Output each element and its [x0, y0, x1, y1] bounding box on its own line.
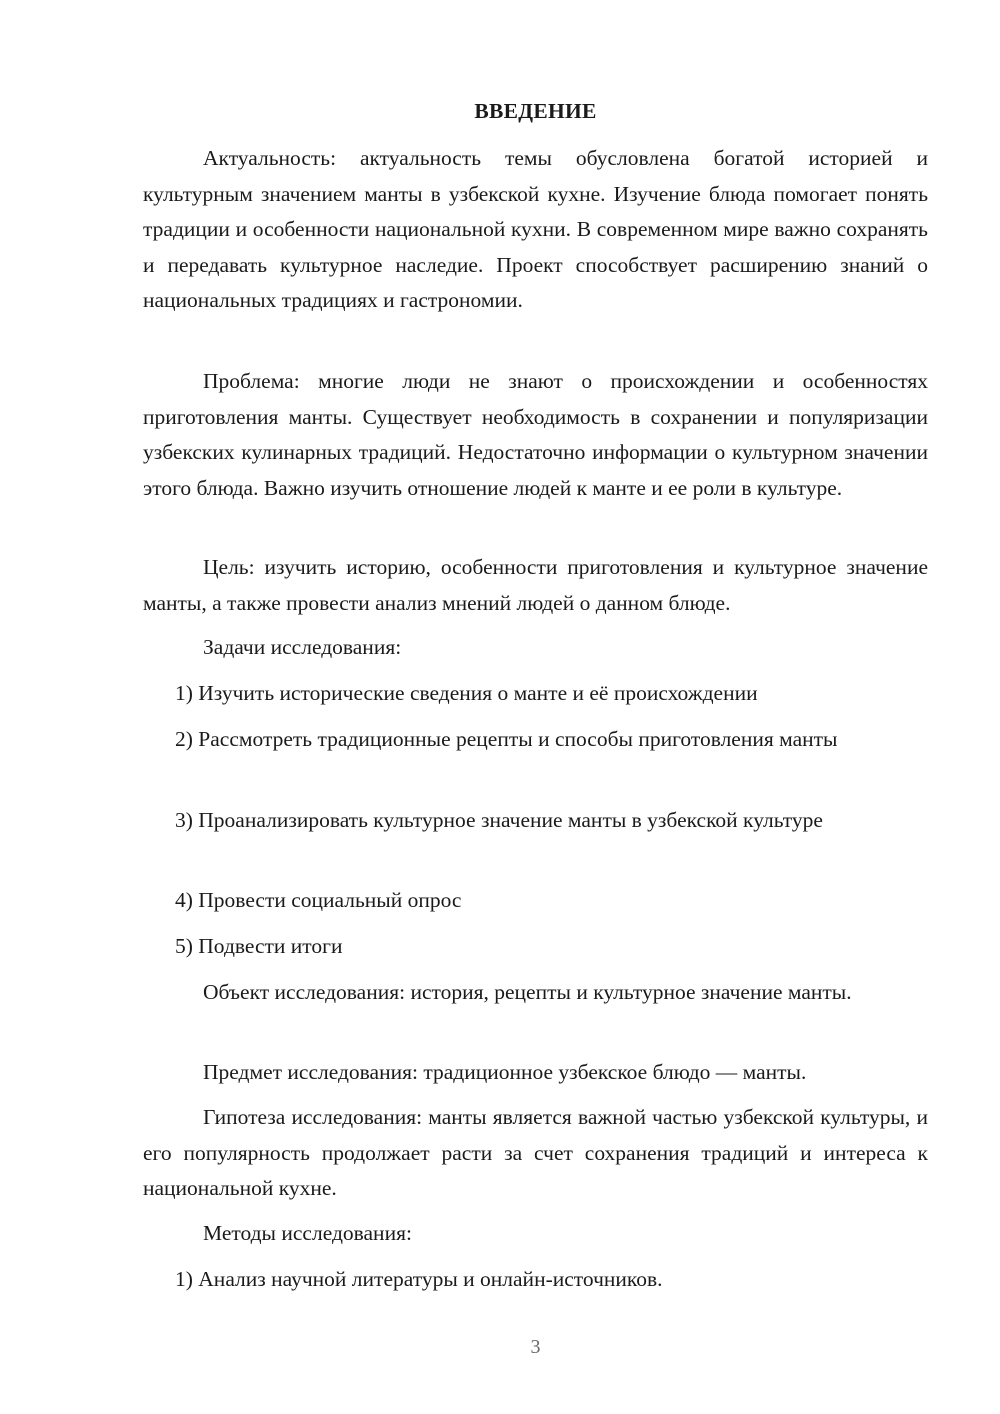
section-title: ВВЕДЕНИЕ [474, 99, 597, 123]
object-paragraph: Объект исследования: история, рецепты и культурное значение манты. [203, 980, 852, 1004]
subject-paragraph: Предмет исследования: традиционное узбекское блюдо — манты. [203, 1060, 807, 1084]
page-number: 3 [530, 1336, 541, 1358]
method-item-1: 1) Анализ научной литературы и онлайн-источников. [175, 1267, 663, 1291]
task-item-4: 4) Провести социальный опрос [175, 888, 462, 912]
tasks-heading: Задачи исследования: [203, 635, 402, 659]
task-item-1: 1) Изучить исторические сведения о манте и её происхождении [175, 681, 758, 705]
task-item-2: 2) Рассмотреть традиционные рецепты и способы приготовления манты [175, 727, 838, 751]
methods-heading: Методы исследования: [203, 1221, 412, 1245]
problem-paragraph: Проблема: многие люди не знают о происхождении и особенностях приготовления манты. Существует необходимость в сохранении и популяризации узбекских кулинарных традиций. Недостаточно информации о культурном значении этого блюда. Важно изучить отношение людей к манте и ее роли в культуре. [143, 369, 928, 500]
task-item-5: 5) Подвести итоги [175, 934, 343, 958]
hypothesis-paragraph: Гипотеза исследования: манты является важной частью узбекской культуры, и его популярность продолжает расти за счет сохранения традиций и интереса к национальной кухне. [143, 1105, 928, 1200]
relevance-paragraph: Актуальность: актуальность темы обусловлена богатой историей и культурным значением манты в узбекской кухне. Изучение блюда помогает понять традиции и особенности национальной кухни. В современном мире важно сохранять и передавать культурное наследие. Проект способствует расширению знаний о национальных традициях и гастрономии. [143, 146, 928, 312]
task-item-3: 3) Проанализировать культурное значение манты в узбекской культуре [175, 808, 823, 832]
goal-paragraph: Цель: изучить историю, особенности приготовления и культурное значение манты, а также провести анализ мнений людей о данном блюде. [143, 555, 928, 615]
